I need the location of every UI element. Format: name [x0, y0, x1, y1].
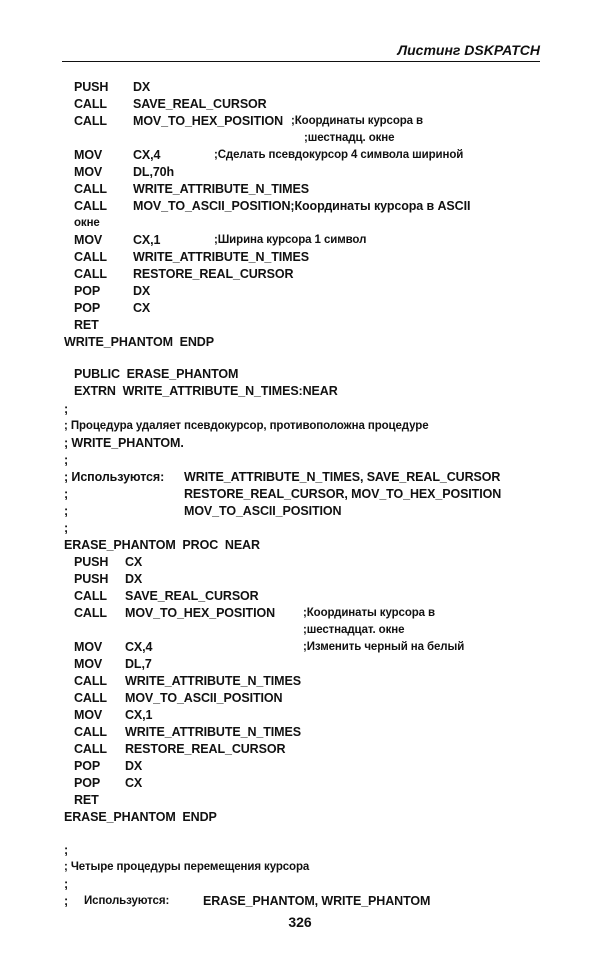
code-line	[0, 486, 600, 503]
code-line	[0, 520, 600, 537]
code-token: CX	[133, 301, 151, 315]
code-token: ;	[64, 521, 69, 535]
code-line	[0, 317, 600, 334]
code-token: ERASE_PHANTOM, WRITE_PHANTOM	[203, 894, 431, 908]
code-token: DL,7	[125, 657, 152, 671]
code-line	[0, 571, 600, 588]
code-token: ERASE_PHANTOM PROC NEAR	[64, 538, 260, 552]
code-line	[0, 283, 600, 300]
code-comment: ;Координаты курсора в	[291, 115, 424, 127]
code-token: ;	[64, 402, 69, 416]
code-token: ; WRITE_PHANTOM.	[64, 436, 184, 450]
code-token: EXTRN WRITE_ATTRIBUTE_N_TIMES:NEAR	[74, 384, 338, 398]
code-token: CX,4	[133, 148, 161, 162]
code-token: CALL	[74, 267, 107, 281]
code-line	[0, 690, 600, 707]
code-line	[0, 366, 600, 383]
code-line	[0, 792, 600, 809]
code-line	[0, 452, 600, 469]
page-number: 326	[288, 914, 312, 930]
code-token: MOV	[74, 657, 103, 671]
code-token: ;	[64, 894, 69, 908]
code-token: ;	[64, 504, 69, 518]
code-token: CALL	[74, 674, 107, 688]
code-line	[0, 164, 600, 181]
code-token: DX	[125, 572, 143, 586]
code-line	[0, 741, 600, 758]
code-line	[0, 758, 600, 775]
code-line	[0, 656, 600, 673]
code-line	[0, 383, 600, 400]
code-token: WRITE_ATTRIBUTE_N_TIMES	[133, 182, 309, 196]
code-line	[0, 724, 600, 741]
code-token: CALL	[74, 589, 107, 603]
code-token: RET	[74, 793, 99, 807]
code-token: WRITE_ATTRIBUTE_N_TIMES	[125, 725, 301, 739]
code-line	[0, 215, 600, 232]
code-line	[0, 79, 600, 96]
code-comment: ;Ширина курсора 1 символ	[214, 234, 367, 246]
code-line	[0, 537, 600, 554]
code-line	[0, 469, 600, 486]
code-token: MOV	[74, 708, 103, 722]
code-line	[0, 588, 600, 605]
code-line	[0, 605, 600, 622]
code-token: RESTORE_REAL_CURSOR, MOV_TO_HEX_POSITION	[184, 487, 502, 501]
code-token: CX,1	[125, 708, 153, 722]
code-line	[0, 181, 600, 198]
code-line	[0, 198, 600, 215]
page-header-title: Листинг DSKPATCH	[397, 42, 540, 58]
code-token: CALL	[74, 250, 107, 264]
code-line	[0, 249, 600, 266]
code-token: CX,1	[133, 233, 161, 247]
code-token: CALL	[74, 725, 107, 739]
code-token: PUSH	[74, 555, 109, 569]
code-token: DX	[133, 284, 151, 298]
code-token: DL,70h	[133, 165, 175, 179]
code-line	[0, 401, 600, 418]
code-token: CALL	[74, 606, 107, 620]
code-token: WRITE_ATTRIBUTE_N_TIMES	[125, 674, 301, 688]
code-comment: ;шестнадцат. окне	[303, 624, 405, 636]
code-token: RESTORE_REAL_CURSOR	[125, 742, 286, 756]
code-token: MOV	[74, 640, 103, 654]
code-token: MOV_TO_HEX_POSITION	[125, 606, 275, 620]
code-token: MOV_TO_HEX_POSITION	[133, 114, 283, 128]
code-token: CX	[125, 555, 143, 569]
code-token: MOV_TO_ASCII_POSITION	[125, 691, 283, 705]
code-comment: ;Изменить черный на белый	[303, 641, 465, 653]
code-line	[0, 842, 600, 859]
code-token: MOV_TO_ASCII_POSITION;Координаты курсора в ASCII	[133, 199, 471, 213]
code-comment: Используются:	[84, 895, 170, 907]
code-line	[0, 418, 600, 435]
code-token: POP	[74, 776, 101, 790]
code-token: DX	[133, 80, 151, 94]
code-line	[0, 266, 600, 283]
code-token: CALL	[74, 691, 107, 705]
code-token: MOV	[74, 233, 103, 247]
code-token: RESTORE_REAL_CURSOR	[133, 267, 294, 281]
code-line	[0, 707, 600, 724]
code-token: WRITE_ATTRIBUTE_N_TIMES, SAVE_REAL_CURSOR	[184, 470, 501, 484]
code-token: CALL	[74, 182, 107, 196]
code-token: MOV_TO_ASCII_POSITION	[184, 504, 342, 518]
code-token: WRITE_PHANTOM ENDP	[64, 335, 214, 349]
code-line	[0, 876, 600, 893]
code-token: CX	[125, 776, 143, 790]
code-token: PUSH	[74, 572, 109, 586]
code-token: PUBLIC ERASE_PHANTOM	[74, 367, 239, 381]
code-line	[0, 435, 600, 452]
code-token: CALL	[74, 199, 107, 213]
code-token: ;	[64, 453, 69, 467]
code-token: POP	[74, 759, 101, 773]
code-token: ;	[64, 877, 69, 891]
code-token: ;	[64, 487, 69, 501]
code-line	[0, 96, 600, 113]
code-token: SAVE_REAL_CURSOR	[125, 589, 259, 603]
code-comment: ; Процедура удаляет псевдокурсор, противоположна процедуре	[64, 420, 429, 432]
header-rule	[62, 61, 540, 62]
code-line	[0, 300, 600, 317]
code-line	[0, 334, 600, 351]
code-comment: ;шестнадц. окне	[304, 132, 395, 144]
code-line	[0, 503, 600, 520]
code-comment: ;Сделать псевдокурсор 4 символа шириной	[214, 149, 464, 161]
code-line	[0, 147, 600, 164]
code-token: RET	[74, 318, 99, 332]
code-token: SAVE_REAL_CURSOR	[133, 97, 267, 111]
code-line	[0, 622, 600, 639]
code-token: CALL	[74, 97, 107, 111]
code-token: WRITE_ATTRIBUTE_N_TIMES	[133, 250, 309, 264]
code-token: POP	[74, 301, 101, 315]
code-comment: ; Четыре процедуры перемещения курсора	[64, 861, 310, 873]
code-line	[0, 673, 600, 690]
code-token: CX,4	[125, 640, 153, 654]
code-comment: окне	[74, 217, 100, 229]
code-line	[0, 893, 600, 910]
code-token: CALL	[74, 742, 107, 756]
code-line	[0, 554, 600, 571]
code-token: DX	[125, 759, 143, 773]
code-line	[0, 775, 600, 792]
code-line	[0, 232, 600, 249]
code-token: ERASE_PHANTOM ENDP	[64, 810, 217, 824]
code-line	[0, 859, 600, 876]
code-token: MOV	[74, 165, 103, 179]
code-token: ;	[64, 843, 69, 857]
code-token: ; Используются:	[64, 470, 165, 484]
code-line	[0, 130, 600, 147]
code-token: MOV	[74, 148, 103, 162]
code-token: PUSH	[74, 80, 109, 94]
code-token: POP	[74, 284, 101, 298]
code-token: CALL	[74, 114, 107, 128]
code-line	[0, 809, 600, 826]
code-comment: ;Координаты курсора в	[303, 607, 436, 619]
code-line	[0, 113, 600, 130]
code-line	[0, 639, 600, 656]
